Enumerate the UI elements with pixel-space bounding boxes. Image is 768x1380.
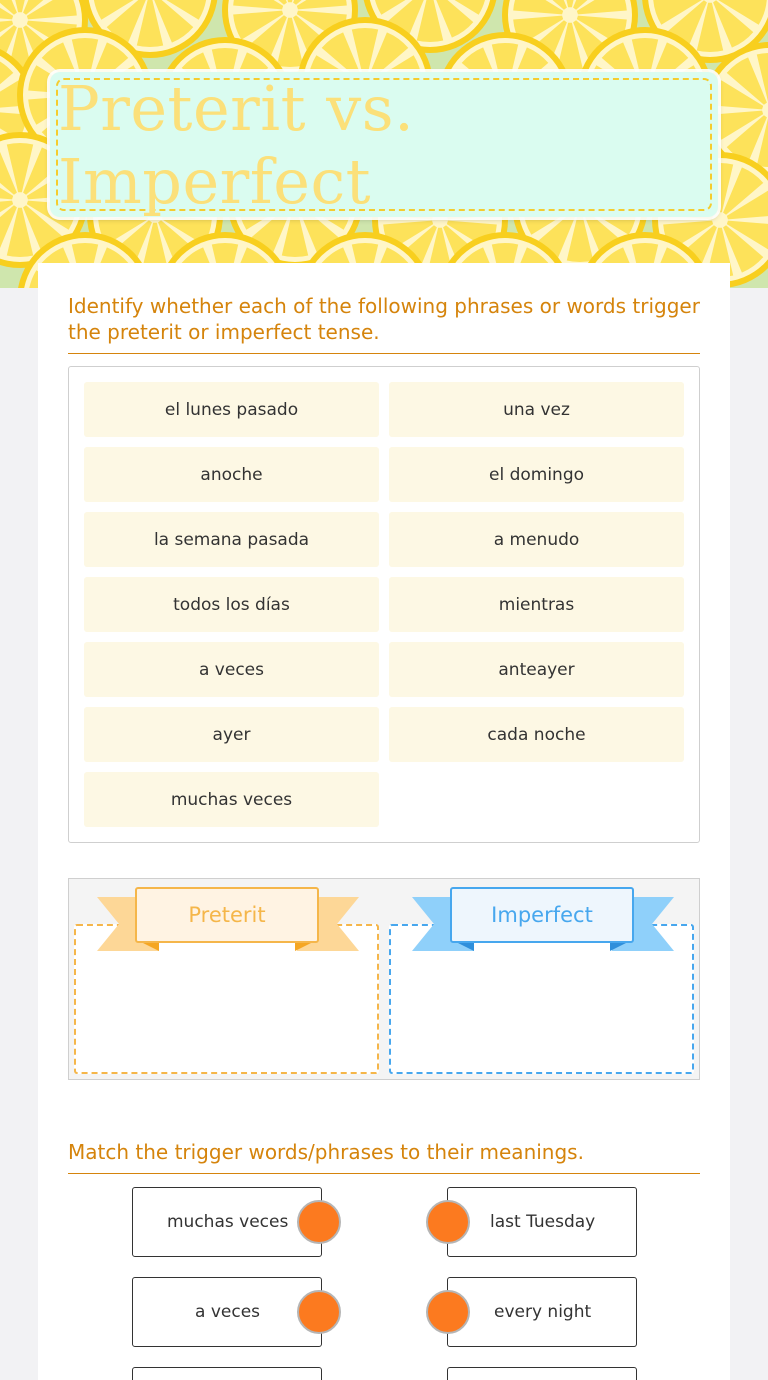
match-left-item <box>132 1277 322 1347</box>
imperfect-label: Imperfect <box>450 887 634 943</box>
match-right-label: every night <box>494 1302 592 1322</box>
match-left-item <box>132 1187 322 1257</box>
question-2: Match the trigger words/phrases to their meanings. <box>68 1139 700 1174</box>
preterit-label: Preterit <box>135 887 319 943</box>
match-right-dot[interactable] <box>426 1200 470 1244</box>
drag-chip[interactable]: a veces <box>84 642 379 697</box>
match-left-item <box>132 1367 322 1380</box>
drag-chip[interactable]: la semana pasada <box>84 512 379 567</box>
match-right-dot[interactable] <box>426 1290 470 1334</box>
drag-chip[interactable]: anteayer <box>389 642 684 697</box>
drag-chip[interactable]: anoche <box>84 447 379 502</box>
match-right-item <box>447 1367 637 1380</box>
drag-chip[interactable]: el lunes pasado <box>84 382 379 437</box>
drag-chip[interactable]: una vez <box>389 382 684 437</box>
page-title: Preterit vs. Imperfect <box>58 71 415 218</box>
drag-chip[interactable]: muchas veces <box>84 772 379 827</box>
word-bank <box>68 366 700 843</box>
drag-chip[interactable]: ayer <box>84 707 379 762</box>
drag-chip[interactable]: a menudo <box>389 512 684 567</box>
match-left-label: a veces <box>195 1302 261 1322</box>
title-box <box>50 72 718 217</box>
match-right-item <box>447 1277 637 1347</box>
category-area <box>68 878 700 1080</box>
title-frame <box>56 71 712 218</box>
match-right-label: last Tuesday <box>490 1212 596 1232</box>
drag-chip[interactable]: todos los días <box>84 577 379 632</box>
drag-chip[interactable]: mientras <box>389 577 684 632</box>
drag-chip[interactable]: el domingo <box>389 447 684 502</box>
worksheet <box>38 263 730 1380</box>
drag-chip[interactable]: cada noche <box>389 707 684 762</box>
match-left-dot[interactable] <box>297 1200 341 1244</box>
question-1: Identify whether each of the following phrases or words trigger the preterit or imperfect tense. <box>68 293 700 354</box>
match-right-item <box>447 1187 637 1257</box>
match-left-label: muchas veces <box>167 1212 289 1232</box>
match-left-dot[interactable] <box>297 1290 341 1334</box>
